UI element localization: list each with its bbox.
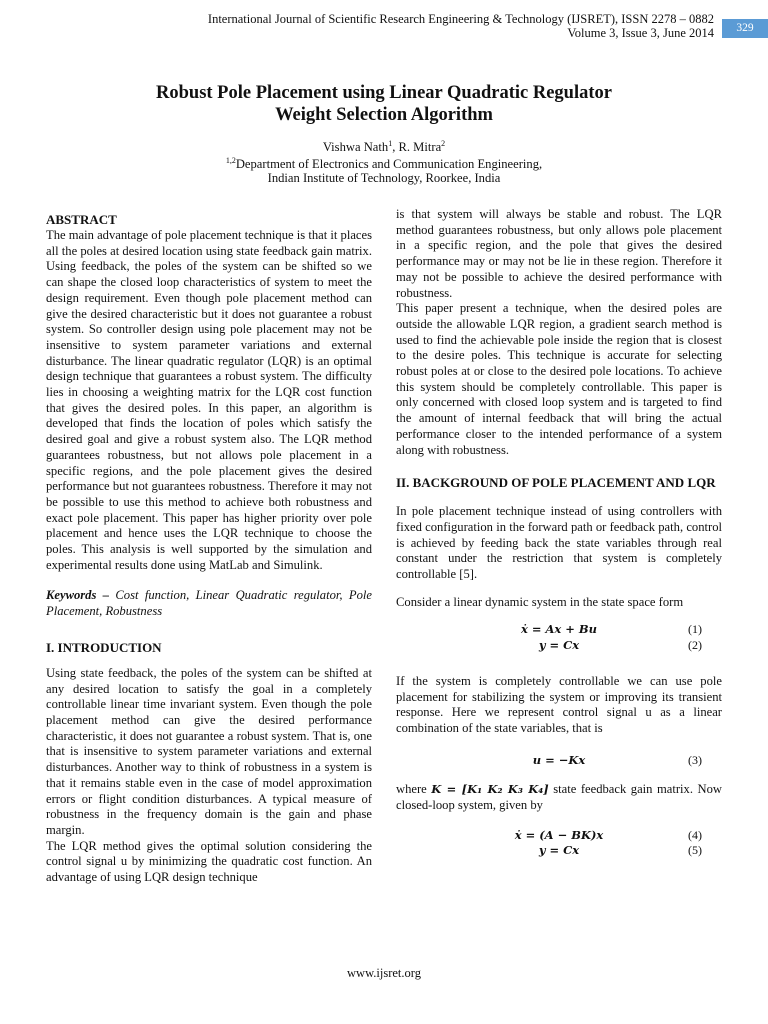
paper-title xyxy=(0,82,768,126)
badge-underline xyxy=(722,37,768,38)
section-2-heading: II. BACKGROUND OF POLE PLACEMENT AND LQR xyxy=(396,475,716,491)
equation-3 xyxy=(396,753,722,769)
equation-1-formula: ẋ = Ax + Bu xyxy=(520,622,597,637)
right-paragraph-4: Consider a linear dynamic system in the state space form xyxy=(396,594,684,609)
equation-2-formula: y = Cx xyxy=(538,638,580,653)
equation-5-number: (5) xyxy=(688,843,702,858)
author-names xyxy=(0,137,768,154)
issue-line: Volume 3, Issue 3, June 2014 xyxy=(567,26,714,40)
keywords-label: Keywords – xyxy=(46,588,110,603)
affiliation-line-2: Indian Institute of Technology, Roorkee, India xyxy=(267,171,501,186)
equation-3-formula: u = −Kx xyxy=(532,752,586,767)
affiliation-dept: Department of Electronics and Communication Engineering, xyxy=(235,157,543,172)
author-1: Vishwa Nath xyxy=(322,140,389,155)
right-paragraph-2: This paper present a technique, when the desired poles are outside the allowable LQR region, a gradient search method is used to find the achievable pole inside the region that is closest to the desire poles. This technique is accurate for selecting robust poles at or close to the desired pole locations. To achieve this system should be completely controllable. This paper is only concerned with closed loop system and is targeted to find the amount of internal feedback that will bring the actual performance closer to the intended performance of a system along with robustness. xyxy=(396,301,722,457)
gain-matrix-math: K = [K₁ K₂ K₃ K₄] xyxy=(431,782,549,797)
author-2: R. Mitra xyxy=(398,140,442,155)
abstract-heading: ABSTRACT xyxy=(46,212,117,227)
equation-2-number: (2) xyxy=(688,638,702,653)
equation-4-formula: ẋ = (A − BK)x xyxy=(514,827,604,842)
right-paragraph-3: In pole placement technique instead of using controllers with fixed configuration in the forward path or feedback path, control is achieved by feeding back the state variables through real constant under the restriction that system is completely controllable [5]. xyxy=(396,504,722,582)
equation-4 xyxy=(396,828,722,844)
equation-5 xyxy=(396,843,722,859)
author-block xyxy=(0,137,768,185)
journal-header xyxy=(208,12,714,40)
affiliation-sup: 1,2 xyxy=(225,156,236,166)
title-line-2: Weight Selection Algorithm xyxy=(275,105,493,125)
where-prefix: where xyxy=(396,782,432,797)
equation-1-number: (1) xyxy=(688,622,702,637)
where-suffix: state feedback gain matrix. Now closed-loop system, given by xyxy=(396,782,722,813)
intro-heading: I. INTRODUCTION xyxy=(46,639,162,655)
right-paragraph-1: is that system will always be stable and robust. The LQR method guarantees robustness, but only allows pole placement in a specific region, and the pole that gives the desired performance may or may not be lie in these region. Therefore it may not be possible to achieve the desired performance with robustness. xyxy=(396,207,722,300)
title-line-1: Robust Pole Placement using Linear Quadratic Regulator xyxy=(156,83,612,103)
journal-line: International Journal of Scientific Research Engineering & Technology (IJSRET), ISSN 2278 – 0882 xyxy=(207,12,714,26)
intro-paragraph-2: The LQR method gives the optimal solution considering the control signal u by minimizing the quadratic cost function. An advantage of using LQR design technique xyxy=(46,838,372,885)
intro-paragraph-1: Using state feedback, the poles of the system can be shifted at any desired location to satisfy the goal in a completely controllable linear time invariant system. Even though the pole placement method can give the desired performance characteristic, it does not guarantee a robust system. That is, one that is insensitive to system parameter variations and external disturbances. Another way to think of robustness in a system is that it remains stable even in the case of model approximation errors or flight condition disturbances. A typical measure of robustness in the frequency domain is the gain and phase margin. xyxy=(46,665,372,837)
right-paragraph-6 xyxy=(396,782,722,813)
affiliation-line-1 xyxy=(0,154,768,171)
author-2-sup: 2 xyxy=(441,139,446,148)
equation-5-formula: y = Cx xyxy=(538,843,580,858)
author-separator: , xyxy=(392,140,399,155)
right-column xyxy=(396,207,722,859)
equation-4-number: (4) xyxy=(688,827,702,842)
keywords xyxy=(46,588,372,619)
author-1-sup: 1 xyxy=(388,139,393,148)
equation-1 xyxy=(396,622,722,638)
equation-3-number: (3) xyxy=(688,752,702,767)
left-column xyxy=(46,207,372,886)
page-number-badge: 329 xyxy=(722,19,768,37)
abstract-text: The main advantage of pole placement technique is that it places all the poles at desired location using state feedback gain matrix. Using feedback, the poles of the system can be shifted so we can shape the closed loop characteristics of system to meet the design requirement. Even though pole placement method can give the desired characteristic but it does not guarantee a robust system. So controller design using pole placement may not be insensitive to system parameter variations and external disturbance. The linear quadratic regulator (LQR) is an optimal design technique that guarantees a robust system. The difficulty lies in choosing a weighting matrix for the LQR cost function that gives the desired poles. In this paper, an algorithm is developed that finds the location of poles which satisfy the desired goal and give a robust system also. The LQR method guarantees robustness, but not allows pole placement in a specific regions, and the pole placement gives the desired performance but not guarantees robustness. Therefore it may not be possible to use this method to achieve both robustness and exact pole placement. This paper has higher priority over pole placement and hence uses the LQR technique to choose the poles. This analysis is well supported by the simulation and experimental results done using MatLab and Simulink. xyxy=(46,228,372,572)
footer-url[interactable]: www.ijsret.org xyxy=(347,966,421,980)
keywords-text: Cost function, Linear Quadratic regulator, Pole Placement, Robustness xyxy=(46,588,372,619)
equation-2 xyxy=(396,638,722,654)
right-paragraph-5: If the system is completely controllable we can use pole placement for stabilizing the system or improving its transient response. Here we represent control signal u as a linear combination of the state variables, that is xyxy=(396,673,722,735)
